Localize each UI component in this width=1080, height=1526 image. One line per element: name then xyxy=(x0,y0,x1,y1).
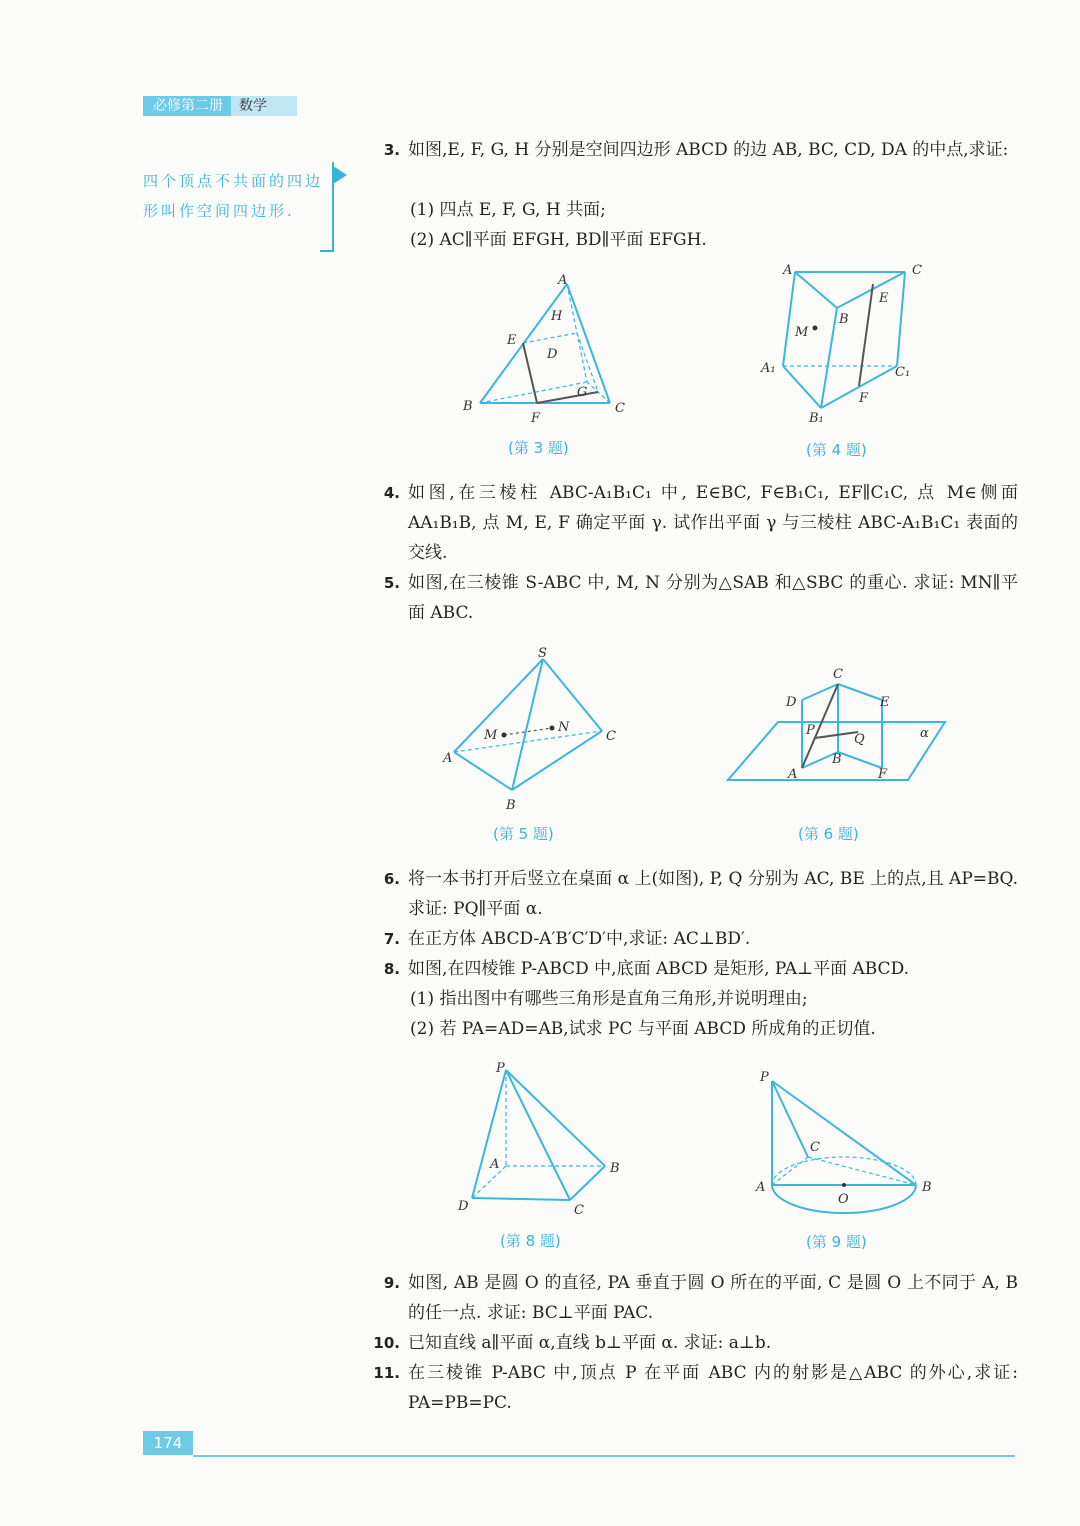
label-H: H xyxy=(551,309,563,324)
side-note-bracket xyxy=(320,162,334,252)
problem-number: 9. xyxy=(383,1274,400,1292)
problem-3 xyxy=(370,135,1018,165)
problem-6 xyxy=(370,864,1018,924)
problem-text: 如图,在三棱锥 S-ABC 中, M, N 分别为△SAB 和△SBC 的重心. 求证: MN∥平面 ABC. xyxy=(408,573,1018,623)
label-C1: C₁ xyxy=(895,365,911,380)
problem-8-part-2: (2) 若 PA=AD=AB,试求 PC 与平面 ABCD 所成角的正切值. xyxy=(410,1019,876,1039)
problem-10 xyxy=(370,1328,1018,1358)
problem-text: 如图,在四棱锥 P-ABCD 中,底面 ABCD 是矩形, PA⊥平面 ABCD. xyxy=(408,959,909,979)
label-S: S xyxy=(538,646,547,661)
problem-text: 在正方体 ABCD-A′B′C′D′中,求证: AC⊥BD′. xyxy=(408,929,751,949)
problem-3-part-2: (2) AC∥平面 EFGH, BD∥平面 EFGH. xyxy=(410,230,707,250)
problem-number: 10. xyxy=(373,1334,400,1352)
caption-9: (第 9 题) xyxy=(806,1233,867,1251)
label-C: C xyxy=(615,401,625,416)
label-C: C xyxy=(912,263,922,278)
label-G: G xyxy=(577,385,588,400)
problem-8-part-1: (1) 指出图中有哪些三角形是直角三角形,并说明理由; xyxy=(410,989,808,1009)
side-note: 四个顶点不共面的四边形叫作空间四边形. xyxy=(143,172,324,220)
label-P: P xyxy=(760,1070,769,1085)
problem-4 xyxy=(370,478,1018,568)
problem-text: 已知直线 a∥平面 α,直线 b⊥平面 α. 求证: a⊥b. xyxy=(408,1333,772,1353)
label-O: O xyxy=(838,1192,849,1207)
problem-text: 如图, AB 是圆 O 的直径, PA 垂直于圆 O 所在的平面, C 是圆 O 上不同于 A, B 的任一点. 求证: BC⊥平面 PAC. xyxy=(408,1273,1018,1323)
label-N: N xyxy=(558,720,570,735)
label-A: A xyxy=(443,751,453,766)
problem-number: 5. xyxy=(383,574,400,592)
label-B1: B₁ xyxy=(809,411,824,426)
label-B: B xyxy=(839,312,849,327)
label-F: F xyxy=(531,411,541,426)
problem-text: 在三棱锥 P-ABC 中,顶点 P 在平面 ABC 内的射影是△ABC 的外心,求证: PA=PB=PC. xyxy=(408,1363,1018,1413)
label-C: C xyxy=(810,1140,820,1155)
label-M: M xyxy=(795,325,809,340)
book-title: 必修第二册 xyxy=(143,96,231,116)
figure-5 xyxy=(440,645,620,815)
problem-text: 将一本书打开后竖立在桌面 α 上(如图), P, Q 分别为 AC, BE 上的点,且 AP=BQ. 求证: PQ∥平面 α. xyxy=(408,869,1018,919)
label-C: C xyxy=(574,1203,584,1218)
label-F: F xyxy=(878,767,888,782)
figure-9 xyxy=(750,1065,940,1225)
problem-number: 4. xyxy=(383,484,400,502)
problem-number: 3. xyxy=(383,141,400,159)
label-C: C xyxy=(606,729,616,744)
footer-rule xyxy=(193,1455,1015,1457)
caption-8: (第 8 题) xyxy=(500,1232,561,1250)
label-M: M xyxy=(484,728,498,743)
label-B: B xyxy=(832,752,842,767)
label-B: B xyxy=(610,1161,620,1176)
problem-7 xyxy=(370,924,1018,954)
problem-number: 7. xyxy=(383,930,400,948)
label-B: B xyxy=(463,399,473,414)
problem-text: 如图,在三棱柱 ABC-A₁B₁C₁ 中, E∈BC, F∈B₁C₁, EF∥C₁C, 点 M∈侧面 AA₁B₁B, 点 M, E, F 确定平面 γ. 试作出平面 γ 与三棱柱 ABC-A₁B₁C₁ 表面的交线. xyxy=(408,483,1018,563)
label-B: B xyxy=(506,798,516,813)
figure-8 xyxy=(450,1058,635,1218)
problem-9 xyxy=(370,1268,1018,1328)
side-note-arrow-icon xyxy=(333,166,347,184)
label-E: E xyxy=(880,695,890,710)
label-A: A xyxy=(788,767,798,782)
figure-3 xyxy=(455,270,635,430)
label-A: A xyxy=(783,263,793,278)
problem-5 xyxy=(370,568,1018,628)
figure-6 xyxy=(720,660,960,790)
label-D: D xyxy=(786,695,797,710)
caption-3: (第 3 题) xyxy=(508,439,569,457)
label-A: A xyxy=(756,1180,766,1195)
problem-number: 6. xyxy=(383,870,400,888)
caption-5: (第 5 题) xyxy=(493,825,554,843)
problem-number: 11. xyxy=(373,1364,400,1382)
subject-title: 数学 xyxy=(231,96,297,116)
figure-4 xyxy=(755,258,925,428)
label-D: D xyxy=(547,347,558,362)
label-E: E xyxy=(507,333,517,348)
caption-4: (第 4 题) xyxy=(806,441,867,459)
label-A: A xyxy=(490,1157,500,1172)
problem-8 xyxy=(370,954,1018,984)
caption-6: (第 6 题) xyxy=(798,825,859,843)
label-E: E xyxy=(879,291,889,306)
label-B: B xyxy=(922,1180,932,1195)
label-A: A xyxy=(558,273,568,288)
problem-11 xyxy=(370,1358,1018,1418)
label-D: D xyxy=(458,1199,469,1214)
label-P: P xyxy=(806,723,815,738)
page-number: 174 xyxy=(143,1431,193,1455)
header-tag xyxy=(143,96,297,116)
label-A1: A₁ xyxy=(761,361,776,376)
problem-number: 8. xyxy=(383,960,400,978)
label-Q: Q xyxy=(854,732,865,747)
label-alpha: α xyxy=(920,726,929,741)
label-F: F xyxy=(859,391,869,406)
label-P: P xyxy=(496,1061,505,1076)
problem-text: 如图,E, F, G, H 分别是空间四边形 ABCD 的边 AB, BC, CD, DA 的中点,求证: xyxy=(408,140,1009,160)
problem-3-part-1: (1) 四点 E, F, G, H 共面; xyxy=(410,200,606,220)
label-C: C xyxy=(833,667,843,682)
